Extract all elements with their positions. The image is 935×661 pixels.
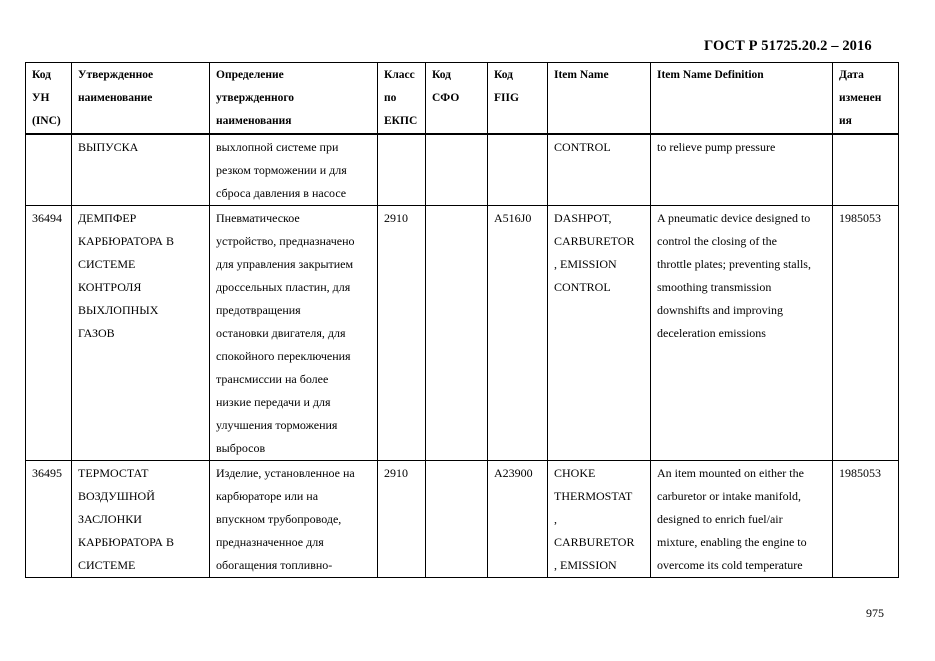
- header-line: по: [384, 92, 397, 104]
- header-line: Item Name Definition: [657, 69, 764, 81]
- cell-line: дроссельных пластин, для: [216, 280, 351, 294]
- table-cell: [548, 461, 651, 578]
- cell-line: , EMISSION: [554, 558, 617, 572]
- table-cell: [651, 461, 833, 578]
- cell-line: СИСТЕМЕ: [78, 558, 136, 572]
- cell-line: ,: [554, 512, 557, 526]
- cell-line: трансмиссии на более: [216, 372, 329, 386]
- header-line: УН: [32, 92, 50, 104]
- cell-line: to relieve pump pressure: [657, 140, 776, 154]
- cell-line: CHOKE: [554, 466, 596, 480]
- table-cell: [72, 461, 210, 578]
- cell-line: карбюраторе или на: [216, 489, 319, 503]
- table-row: [26, 134, 899, 206]
- table-cell: [72, 206, 210, 461]
- cell-line: низкие передачи и для: [216, 395, 331, 409]
- table-header-row: [26, 63, 899, 135]
- cell-line: deceleration emissions: [657, 326, 766, 340]
- cell-line: smoothing transmission: [657, 280, 772, 294]
- table-row: [26, 206, 899, 461]
- column-header: [548, 63, 651, 135]
- cell-line: CARBURETOR: [554, 234, 635, 248]
- cell-line: устройство, предназначено: [216, 234, 355, 248]
- column-header: [72, 63, 210, 135]
- header-line: наименования: [216, 115, 292, 127]
- header-line: Код: [432, 69, 452, 81]
- cell-line: carburetor or intake manifold,: [657, 489, 801, 503]
- table-cell: [548, 206, 651, 461]
- cell-line: предназначенное для: [216, 535, 324, 549]
- table-cell: [488, 206, 548, 461]
- table-cell: [426, 461, 488, 578]
- cell-line: ВОЗДУШНОЙ: [78, 489, 155, 503]
- cell-line: улучшения торможения: [216, 418, 338, 432]
- cell-line: ДЕМПФЕР: [78, 211, 137, 225]
- table-cell: [210, 461, 378, 578]
- cell-line: КОНТРОЛЯ: [78, 280, 142, 294]
- cell-line: 1985053: [839, 466, 881, 480]
- cell-line: ТЕРМОСТАТ: [78, 466, 149, 480]
- column-header: [488, 63, 548, 135]
- column-header: [378, 63, 426, 135]
- header-line: Утвержденное: [78, 69, 154, 81]
- column-header: [651, 63, 833, 135]
- header-line: изменен: [839, 92, 882, 104]
- cell-line: CONTROL: [554, 280, 611, 294]
- table-cell: [26, 206, 72, 461]
- cell-line: control the closing of the: [657, 234, 777, 248]
- cell-line: designed to enrich fuel/air: [657, 512, 783, 526]
- cell-line: обогащения топливно-: [216, 558, 333, 572]
- cell-line: ВЫПУСКА: [78, 140, 139, 154]
- cell-line: сброса давления в насосе: [216, 186, 347, 200]
- header-line: наименование: [78, 92, 153, 104]
- cell-line: Пневматическое: [216, 211, 300, 225]
- header-line: ЕКПС: [384, 115, 418, 127]
- header-line: Дата: [839, 69, 864, 81]
- table-cell: [548, 134, 651, 206]
- cell-line: спокойного переключения: [216, 349, 351, 363]
- table-cell: [210, 206, 378, 461]
- table-cell: [426, 206, 488, 461]
- header-line: Определение: [216, 69, 284, 81]
- table-cell: [378, 461, 426, 578]
- table-cell: [26, 134, 72, 206]
- cell-line: A23900: [494, 466, 533, 480]
- cell-line: предотвращения: [216, 303, 301, 317]
- cell-line: резком торможении и для: [216, 163, 347, 177]
- table-cell: [210, 134, 378, 206]
- cell-line: mixture, enabling the engine to: [657, 535, 807, 549]
- header-line: утвержденного: [216, 92, 295, 104]
- cell-line: 2910: [384, 211, 408, 225]
- cell-line: ЗАСЛОНКИ: [78, 512, 142, 526]
- cell-line: впускном трубопроводе,: [216, 512, 342, 526]
- cell-line: остановки двигателя, для: [216, 326, 346, 340]
- cell-line: overcome its cold temperature: [657, 558, 803, 572]
- header-line: СФО: [432, 92, 460, 104]
- header-line: ия: [839, 115, 852, 127]
- cell-line: выбросов: [216, 441, 266, 455]
- table-cell: [651, 206, 833, 461]
- table-cell: [833, 461, 899, 578]
- header-line: FIIG: [494, 92, 519, 104]
- table-cell: [26, 461, 72, 578]
- header-line: Item Name: [554, 69, 609, 81]
- column-header: [210, 63, 378, 135]
- table-cell: [651, 134, 833, 206]
- cell-line: CONTROL: [554, 140, 611, 154]
- cell-line: 36494: [32, 211, 62, 225]
- column-header: [26, 63, 72, 135]
- table-cell: [378, 134, 426, 206]
- cell-line: An item mounted on either the: [657, 466, 804, 480]
- data-table: [25, 62, 899, 578]
- table-cell: [488, 134, 548, 206]
- cell-line: throttle plates; preventing stalls,: [657, 257, 811, 271]
- header-line: Код: [32, 69, 52, 81]
- table-cell: [426, 134, 488, 206]
- cell-line: A516J0: [494, 211, 532, 225]
- table-cell: [488, 461, 548, 578]
- header-line: Код: [494, 69, 514, 81]
- table-row: [26, 461, 899, 578]
- document-title: ГОСТ Р 51725.20.2 – 2016: [704, 38, 872, 54]
- cell-line: DASHPOT,: [554, 211, 612, 225]
- column-header: [426, 63, 488, 135]
- cell-line: КАРБЮРАТОРА В: [78, 535, 174, 549]
- table-cell: [72, 134, 210, 206]
- cell-line: downshifts and improving: [657, 303, 783, 317]
- cell-line: THERMOSTAT: [554, 489, 633, 503]
- cell-line: CARBURETOR: [554, 535, 635, 549]
- page-number: 975: [866, 606, 884, 620]
- table-cell: [833, 134, 899, 206]
- cell-line: для управления закрытием: [216, 257, 354, 271]
- column-header: [833, 63, 899, 135]
- cell-line: Изделие, установленное на: [216, 466, 355, 480]
- cell-line: СИСТЕМЕ: [78, 257, 136, 271]
- table-cell: [378, 206, 426, 461]
- cell-line: , EMISSION: [554, 257, 617, 271]
- cell-line: 2910: [384, 466, 408, 480]
- cell-line: 1985053: [839, 211, 881, 225]
- header-line: (INC): [32, 115, 61, 127]
- cell-line: ГАЗОВ: [78, 326, 115, 340]
- cell-line: 36495: [32, 466, 62, 480]
- header-line: Класс: [384, 69, 415, 81]
- cell-line: ВЫХЛОПНЫХ: [78, 303, 159, 317]
- cell-line: A pneumatic device designed to: [657, 211, 811, 225]
- cell-line: выхлопной системе при: [216, 140, 339, 154]
- table-cell: [833, 206, 899, 461]
- cell-line: КАРБЮРАТОРА В: [78, 234, 174, 248]
